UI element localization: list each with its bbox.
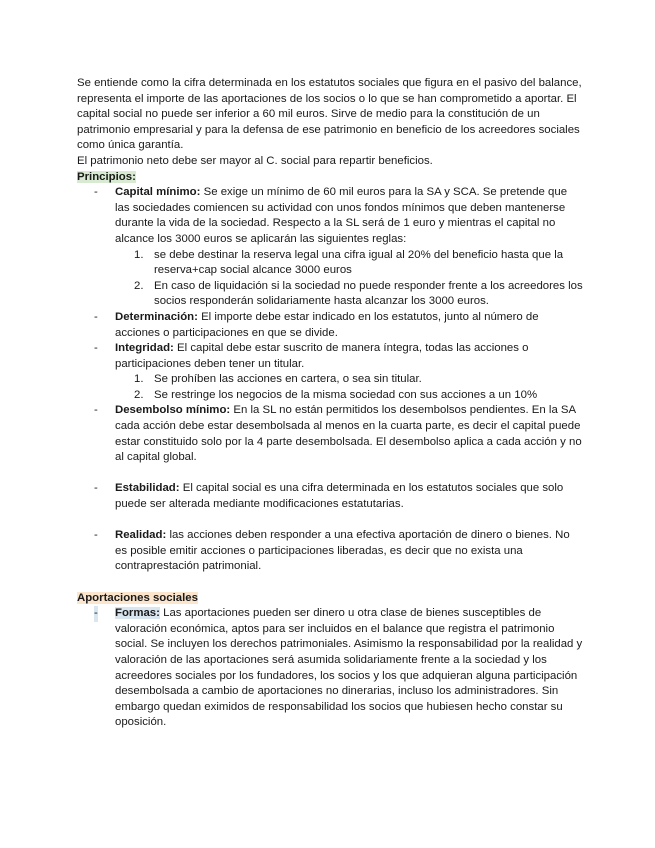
- sub-item: [77, 248, 583, 279]
- principle-text: El capital social es una cifra determinada en los estatutos sociales que solo puede ser alterada mediante modificaciones estatutarias.: [115, 482, 564, 511]
- sub-number: 2.: [134, 279, 144, 292]
- spacer: [77, 466, 583, 482]
- principle-capital-minimo: [77, 185, 583, 247]
- principle-term: Determinación:: [115, 310, 198, 323]
- sub-item: [77, 388, 583, 404]
- principle-text: En la SL no están permitidos los desembolsos pendientes. En la SA cada acción debe estar desembolsada al menos en la cuarta parte, es decir el capital puede estar constituido solo por la 4 parte desembolsada. El desembolso aplica a cada acción y no al capital global.: [115, 404, 582, 464]
- principle-term: Desembolso mínimo:: [115, 404, 231, 417]
- bullet-marker: -: [94, 404, 98, 417]
- principle-desembolso-minimo: [77, 403, 583, 465]
- intro-paragraph: Se entiende como la cifra determinada en los estatutos sociales que figura en el pasivo del balance, representa el importe de las aportaciones de los socios o lo que se han comprometido a aportar. El capital social no puede ser inferior a 60 mil euros. Sirve de medio para la constitución de un patrimonio empresarial y para la defensa de ese patrimonio en beneficio de los acreedores sociales como única garantía.: [77, 77, 582, 152]
- principle-determinacion: [77, 310, 583, 341]
- sub-item: [77, 279, 583, 310]
- principle-integridad: [77, 341, 583, 372]
- principle-realidad: [77, 528, 583, 575]
- principle-term: Estabilidad:: [115, 482, 180, 495]
- intro-line: El patrimonio neto debe ser mayor al C. social para repartir beneficios.: [77, 154, 433, 167]
- sub-text: se debe destinar la reserva legal una cifra igual al 20% del beneficio hasta que la reserva+cap social alcance 3000 euros: [154, 248, 564, 277]
- principle-term: Capital mínimo:: [115, 186, 201, 199]
- sub-text: Se prohíben las acciones en cartera, o sea sin titular.: [154, 373, 422, 386]
- sub-text: En caso de liquidación si la sociedad no puede responder frente a los acreedores los socios responderán solidariamente hasta alcanzar los 3000 euros.: [154, 279, 583, 308]
- principle-estabilidad: [77, 481, 583, 512]
- sub-number: 2.: [134, 388, 144, 401]
- bullet-marker: -: [94, 310, 98, 323]
- principle-text: Las aportaciones pueden ser dinero u otra clase de bienes susceptibles de valoración económica, aptos para ser incluidos en el balance que registra el patrimonio social. Se incluyen los derechos patrimoniales. Asimismo la responsabilidad por la realidad y valoración de las aportaciones será asumida solidariamente frente a la sociedad y los acreedores sociales por los fundadores, los socios y los que adquieran alguna participación desembolsada a cambio de aportaciones no dinerarias, incluso los administradores. Sin embargo quedan eximidos de responsabilidad los socios que hubiesen hecho constar su oposición.: [115, 607, 583, 729]
- spacer: [77, 513, 583, 529]
- aportaciones-heading: [77, 591, 583, 607]
- sub-number: 1.: [134, 373, 144, 386]
- principle-term: Integridad:: [115, 342, 174, 355]
- aportaciones-formas: [77, 606, 583, 731]
- principios-heading: [77, 170, 583, 186]
- principle-text: Se exige un mínimo de 60 mil euros para la SA y SCA. Se pretende que las sociedades comiencen su actividad con unos fondos mínimos que deben mantenerse durante la vida de la sociedad. Respecto a la SL será de 1 euro y mientras el capital no alcance los 3000 euros se aplicarán las siguientes reglas:: [115, 186, 568, 245]
- principle-term: Realidad:: [115, 529, 167, 542]
- principle-term: Formas:: [115, 607, 160, 620]
- principle-text: El capital debe estar suscrito de manera íntegra, todas las acciones o participaciones deben tener un titular.: [115, 342, 529, 370]
- sub-number: 1.: [134, 248, 144, 261]
- bullet-marker: -: [94, 342, 98, 355]
- principle-text: las acciones deben responder a una efectiva aportación de dinero o bienes. No es posible emitir acciones o participaciones liberadas, es decir que no exista una contraprestación patrimonial.: [115, 529, 570, 573]
- bullet-marker: -: [94, 186, 98, 199]
- aportaciones-heading-text: Aportaciones sociales: [77, 591, 198, 604]
- spacer: [77, 575, 583, 591]
- bullet-marker: -: [94, 482, 98, 495]
- sub-item: [77, 372, 583, 388]
- sub-text: Se restringe los negocios de la misma sociedad con sus acciones a un 10%: [154, 388, 538, 401]
- principle-text: El importe debe estar indicado en los estatutos, junto al número de acciones o participaciones en que se divide.: [115, 310, 539, 339]
- principios-heading-text: Principios:: [77, 170, 136, 183]
- document-body: [77, 76, 583, 731]
- bullet-marker: -: [94, 529, 98, 542]
- bullet-marker: -: [94, 606, 98, 622]
